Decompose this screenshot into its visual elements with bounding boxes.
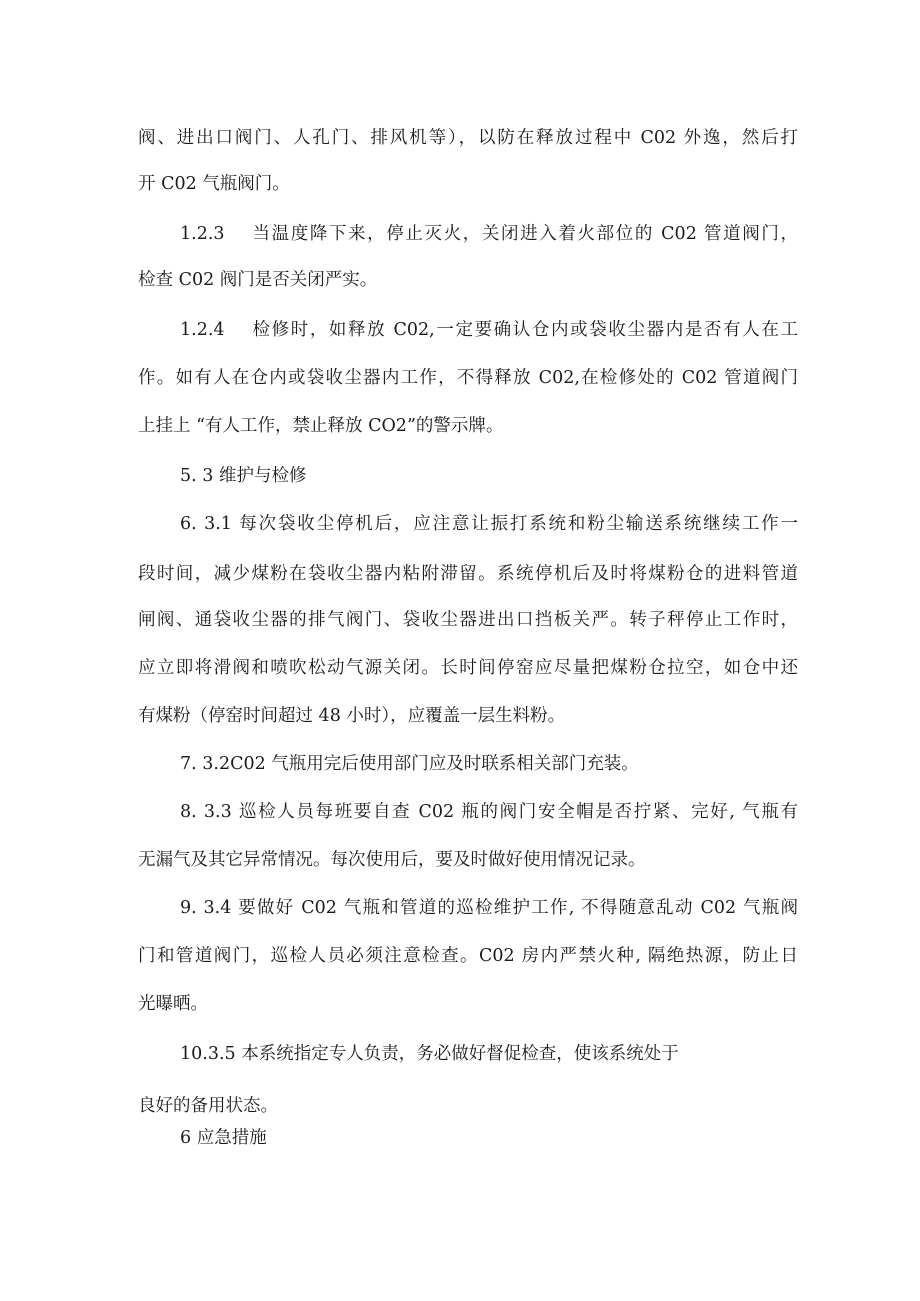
text-line-13: 有煤粉（停窑时间超过 48 小时），应覆盖一层生料粉。	[138, 706, 566, 726]
text-line-2: 开 C02 气瓶阀门。	[138, 174, 290, 194]
text-line-16: 无漏气及其它异常情况。每次使用后，要及时做好使用情况记录。	[138, 850, 646, 870]
text-line-6: 作。如有人在仓内或袋收尘器内工作，不得释放 C02,在检修处的 C02 管道阀门	[138, 368, 798, 388]
section-heading-maintenance: 5. 3 维护与检修	[180, 466, 307, 486]
text-line-7: 上挂上 “有人工作，禁止释放 CO2”的警示牌。	[138, 416, 504, 436]
text-line-14: 7. 3.2C02 气瓶用完后使用部门应及时联系相关部门充装。	[180, 754, 639, 774]
text-line-9: 6. 3.1 每次袋收尘停机后，应注意让振打系统和粉尘输送系统继续工作一	[180, 514, 798, 534]
text-line-10: 段时间，减少煤粉在袋收尘器内粘附滞留。系统停机后及时将煤粉仓的进料管道	[138, 564, 798, 584]
text-line-19: 光曝晒。	[138, 994, 208, 1014]
text-line-20: 10.3.5 本系统指定专人负责，务必做好督促检查，使该系统处于	[180, 1044, 679, 1064]
text-line-5: 1.2.4 检修时，如释放 C02,一定要确认仓内或袋收尘器内是否有人在工	[180, 320, 798, 340]
text-line-18: 门和管道阀门，巡检人员必须注意检查。C02 房内严禁火种, 隔绝热源，防止日	[138, 946, 798, 966]
text-line-17: 9. 3.4 要做好 C02 气瓶和管道的巡检维护工作, 不得随意乱动 C02 气瓶阀	[180, 898, 798, 918]
text-line-4: 检查 C02 阀门是否关闭严实。	[138, 270, 378, 290]
text-line-11: 闸阀、通袋收尘器的排气阀门、袋收尘器进出口挡板关严。转子秤停止工作时，	[138, 610, 798, 630]
text-line-21: 良好的备用状态。	[138, 1096, 278, 1116]
text-line-3: 1.2.3 当温度降下来，停止灭火，关闭进入着火部位的 C02 管道阀门，	[180, 224, 798, 244]
text-line-1: 阀、进出口阀门、人孔门、排风机等），以防在释放过程中 C02 外逸，然后打	[138, 128, 798, 148]
text-line-12: 应立即将滑阀和喷吹松动气源关闭。长时间停窑应尽量把煤粉仓拉空，如仓中还	[138, 658, 798, 678]
section-heading-emergency: 6 应急措施	[180, 1128, 267, 1148]
text-line-15: 8. 3.3 巡检人员每班要自查 C02 瓶的阀门安全帽是否拧紧、完好, 气瓶有	[180, 802, 798, 822]
